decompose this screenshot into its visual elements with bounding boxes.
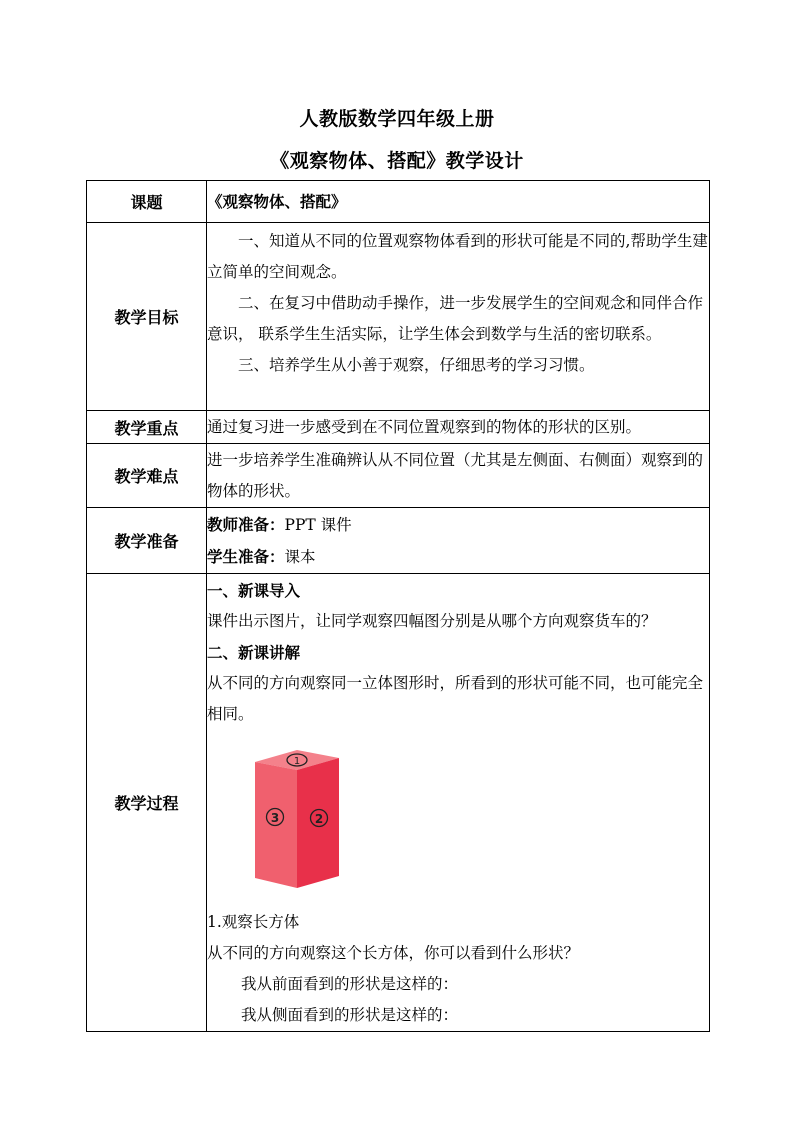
section1-heading: 一、新课导入 [207, 581, 301, 600]
answer-side-view: 我从侧面看到的形状是这样的： [241, 1006, 459, 1024]
cuboid-illustration [249, 750, 349, 890]
section2-text: 从不同的方向观察同一立体图形时，所看到的形状可能不同，也可能完全相同。 [207, 674, 704, 723]
topic-value: 《观察物体、搭配》 [207, 181, 710, 223]
key-points-label: 教学重点 [87, 411, 207, 444]
teacher-preparation [207, 509, 709, 541]
answer-front-view: 我从前面看到的形状是这样的： [241, 975, 459, 993]
process-content [207, 574, 710, 1032]
difficulties-value: 进一步培养学生准确辨认从不同位置（尤其是左侧面、右侧面）观察到的物体的形状。 [207, 444, 710, 508]
document-subtitle: 《观察物体、搭配》教学设计 [270, 150, 524, 172]
goals-label: 教学目标 [87, 223, 207, 411]
section2-heading: 二、新课讲解 [207, 643, 301, 662]
teacher-prep-value: PPT 课件 [284, 515, 352, 534]
row-process [87, 574, 710, 1032]
key-points-value: 通过复习进一步感受到在不同位置观察到的物体的形状的区别。 [207, 411, 710, 444]
topic-label: 课题 [87, 181, 207, 223]
side-number: 2 [314, 812, 324, 826]
teacher-prep-label: 教师准备： [207, 514, 285, 534]
row-goals [87, 223, 710, 411]
goal-item-2: 二、在复习中借助动手操作，进一步发展学生的空间观念和同伴合作意识， 联系学生生活实际，让学生体会到数学与生活的密切联系。 [207, 294, 704, 343]
top-number: 1 [293, 756, 301, 767]
cuboid-question: 从不同的方向观察这个长方体，你可以看到什么形状？ [207, 944, 580, 962]
goals-content [207, 223, 710, 411]
difficulties-label: 教学难点 [87, 444, 207, 508]
preparation-label: 教学准备 [87, 508, 207, 574]
goal-item-1: 一、知道从不同的位置观察物体看到的形状可能是不同的,帮助学生建立简单的空间观念。 [207, 232, 708, 281]
lesson-plan-table [86, 180, 710, 1032]
preparation-content [207, 508, 710, 574]
item1-heading: 1.观察长方体 [207, 913, 300, 931]
process-label: 教学过程 [87, 574, 207, 1032]
row-preparation [87, 508, 710, 574]
row-topic [87, 181, 710, 223]
row-key-points [87, 411, 710, 444]
front-number: 3 [270, 811, 280, 825]
cuboid-figure [207, 730, 709, 907]
section1-text: 课件出示图片，让同学观察四幅图分别是从哪个方向观察货车的？ [207, 612, 657, 630]
goal-item-3: 三、培养学生从小善于观察，仔细思考的学习习惯。 [238, 356, 595, 374]
row-difficulties [87, 444, 710, 508]
student-prep-label: 学生准备： [207, 546, 285, 566]
student-preparation [207, 541, 709, 573]
document-title: 人教版数学四年级上册 [299, 108, 495, 130]
student-prep-value: 课本 [284, 547, 316, 566]
